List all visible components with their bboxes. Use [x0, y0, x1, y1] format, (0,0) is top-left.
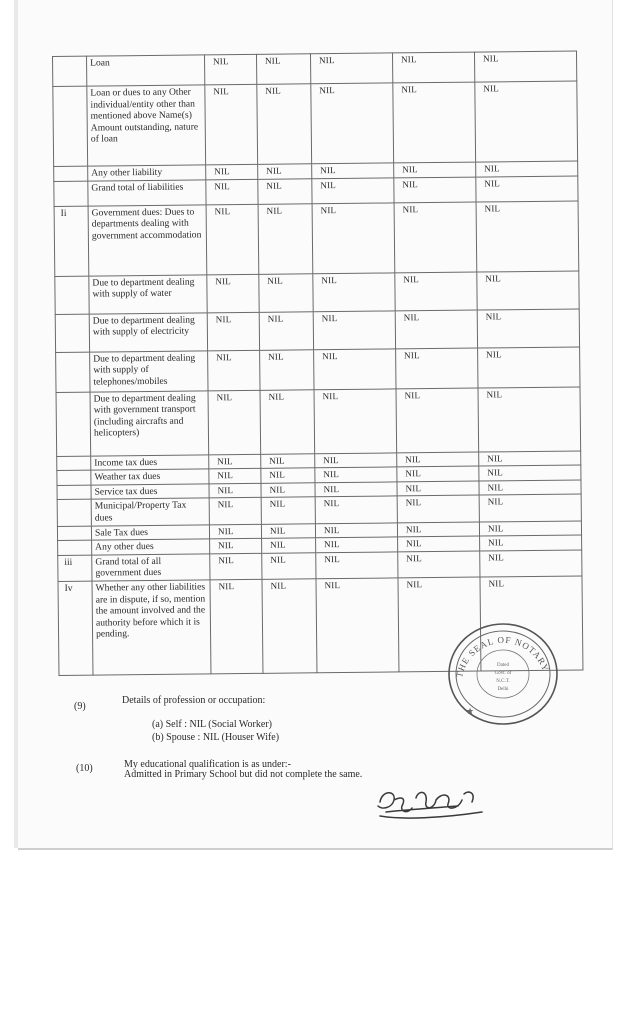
row-number: [57, 470, 91, 485]
value-cell: NIL: [394, 162, 476, 177]
value-cell: NIL: [316, 537, 398, 552]
value-cell: NIL: [476, 176, 578, 202]
value-cell: NIL: [313, 273, 395, 312]
value-cell: NIL: [397, 466, 479, 481]
row-description: Due to department dealing with supply of telephones/mobiles: [90, 350, 208, 391]
row-number: [56, 352, 90, 392]
value-cell: NIL: [477, 309, 579, 348]
seal-ring-text: THE SEAL OF NOTARY: [454, 634, 552, 679]
row-description: Weather tax dues: [91, 469, 209, 485]
row-description: Service tax dues: [91, 484, 209, 500]
value-cell: NIL: [392, 52, 474, 83]
value-cell: NIL: [312, 178, 394, 204]
value-cell: NIL: [398, 551, 480, 578]
row-description: Sale Tax dues: [91, 524, 209, 540]
value-cell: NIL: [479, 494, 581, 521]
row-number: [57, 485, 91, 500]
value-cell: NIL: [397, 522, 479, 537]
value-cell: NIL: [262, 538, 316, 553]
blank-area: [0, 850, 622, 1024]
value-cell: NIL: [312, 163, 394, 178]
value-cell: NIL: [479, 465, 581, 481]
value-cell: NIL: [310, 53, 392, 84]
value-cell: NIL: [210, 538, 262, 553]
value-cell: NIL: [209, 524, 261, 539]
row-description: Loan or dues to any Other individual/entity other than mentioned above Name(s) Amount outstanding, nature of loan: [87, 85, 206, 166]
row-description: Government dues: Dues to departments dealing with government accommodation: [88, 204, 207, 275]
table-row: [55, 271, 579, 314]
value-cell: NIL: [394, 177, 476, 203]
value-cell: NIL: [396, 348, 478, 389]
seal-star-icon: ★: [466, 706, 475, 716]
value-cell: NIL: [395, 310, 477, 349]
row-number: [58, 540, 92, 555]
value-cell: NIL: [262, 553, 316, 580]
row-description: Loan: [87, 55, 205, 86]
value-cell: NIL: [398, 577, 481, 672]
value-cell: NIL: [208, 350, 260, 391]
liabilities-table-body: [53, 51, 583, 675]
value-cell: NIL: [261, 468, 315, 483]
value-cell: NIL: [210, 553, 262, 580]
row-description: Grand total of all government dues: [92, 554, 210, 581]
row-description: Whether any other liabilities are in dispute, if so, mention the amount involved and the authority before which it is pending.: [92, 580, 211, 675]
value-cell: NIL: [393, 82, 476, 163]
value-cell: NIL: [478, 347, 580, 388]
liabilities-table: [52, 51, 583, 676]
value-cell: NIL: [204, 54, 256, 85]
table-row: [56, 387, 581, 456]
row-number: [53, 56, 87, 86]
row-description: Municipal/Property Tax dues: [91, 498, 209, 525]
row-number: [55, 314, 89, 352]
row-number: [57, 499, 91, 526]
value-cell: NIL: [480, 576, 583, 671]
value-cell: NIL: [478, 387, 581, 452]
value-cell: NIL: [474, 51, 576, 82]
value-cell: NIL: [479, 451, 581, 467]
value-cell: NIL: [206, 204, 259, 275]
value-cell: NIL: [395, 272, 477, 311]
value-cell: NIL: [311, 83, 394, 164]
section-10-heading: My educational qualification is as under:-: [124, 759, 291, 770]
value-cell: NIL: [209, 483, 261, 498]
value-cell: NIL: [258, 178, 312, 204]
value-cell: NIL: [207, 274, 259, 313]
value-cell: NIL: [210, 579, 263, 674]
row-number: Ii: [54, 206, 89, 276]
value-cell: NIL: [398, 536, 480, 551]
value-cell: NIL: [208, 390, 261, 455]
row-description: Due to department dealing with government transport (including aircrafts and helicopters): [90, 390, 209, 455]
row-description: Due to department dealing with supply of electricity: [89, 312, 207, 351]
section-10-detail: Admitted in Primary School but did not complete the same.: [124, 769, 363, 780]
row-number: Iv: [58, 581, 93, 675]
notary-seal: [446, 618, 560, 726]
value-cell: NIL: [475, 81, 578, 162]
value-cell: NIL: [480, 535, 582, 551]
value-cell: NIL: [259, 311, 313, 350]
value-cell: NIL: [479, 480, 581, 496]
value-cell: NIL: [260, 389, 315, 454]
value-cell: NIL: [396, 388, 479, 453]
row-number: [53, 86, 88, 166]
value-cell: NIL: [397, 452, 479, 467]
table-row: [54, 201, 579, 276]
value-cell: NIL: [476, 201, 579, 272]
value-cell: NIL: [397, 481, 479, 496]
row-description: Any other liability: [88, 165, 206, 181]
table-row: [53, 81, 578, 166]
value-cell: NIL: [314, 349, 396, 390]
section-9-heading: Details of profession or occupation:: [122, 695, 266, 706]
row-description: Income tax dues: [91, 454, 209, 470]
row-number: [54, 181, 88, 206]
value-cell: NIL: [476, 161, 578, 177]
table-row: [55, 309, 579, 352]
value-cell: NIL: [262, 579, 317, 674]
value-cell: NIL: [256, 54, 310, 85]
value-cell: NIL: [261, 453, 315, 468]
value-cell: NIL: [209, 498, 261, 525]
handwritten-signature: [372, 780, 492, 830]
value-cell: NIL: [480, 550, 582, 577]
value-cell: NIL: [261, 523, 315, 538]
value-cell: NIL: [316, 552, 398, 579]
row-number: [55, 276, 89, 314]
row-description: Due to department dealing with supply of water: [89, 274, 207, 313]
row-number: [57, 456, 91, 471]
row-description: Any other dues: [92, 539, 210, 555]
value-cell: NIL: [258, 203, 313, 274]
section-10-number: (10): [76, 763, 93, 774]
row-number: [57, 526, 91, 541]
seal-line-3: N.C.T.: [496, 679, 510, 684]
value-cell: NIL: [260, 349, 314, 390]
row-description: Grand total of liabilities: [88, 179, 206, 205]
value-cell: NIL: [315, 453, 397, 468]
value-cell: NIL: [206, 179, 258, 205]
section-9-self: (a) Self : NIL (Social Worker): [152, 719, 272, 730]
value-cell: NIL: [397, 495, 479, 522]
row-number: [54, 166, 88, 181]
table-row: [56, 347, 580, 392]
value-cell: NIL: [316, 578, 399, 673]
value-cell: NIL: [314, 389, 397, 454]
value-cell: NIL: [315, 522, 397, 537]
value-cell: NIL: [312, 203, 395, 274]
seal-line-1: Dated: [497, 663, 509, 668]
value-cell: NIL: [394, 202, 477, 273]
value-cell: NIL: [259, 273, 313, 312]
value-cell: NIL: [313, 311, 395, 350]
value-cell: NIL: [257, 84, 312, 165]
row-number: [56, 392, 91, 456]
value-cell: NIL: [315, 482, 397, 497]
section-9-number: (9): [74, 701, 86, 712]
value-cell: NIL: [315, 467, 397, 482]
value-cell: NIL: [477, 271, 579, 310]
value-cell: NIL: [315, 496, 397, 523]
value-cell: NIL: [209, 469, 261, 484]
section-9-spouse: (b) Spouse : NIL (Houser Wife): [152, 732, 280, 743]
seal-line-2: Govt. of: [494, 671, 512, 676]
value-cell: NIL: [209, 454, 261, 469]
row-number: iii: [58, 555, 92, 582]
seal-line-4: Delhi: [497, 687, 509, 692]
value-cell: NIL: [205, 84, 258, 165]
value-cell: NIL: [258, 164, 312, 179]
value-cell: NIL: [207, 312, 259, 351]
value-cell: NIL: [261, 483, 315, 498]
value-cell: NIL: [261, 497, 315, 524]
value-cell: NIL: [479, 521, 581, 537]
value-cell: NIL: [206, 164, 258, 179]
